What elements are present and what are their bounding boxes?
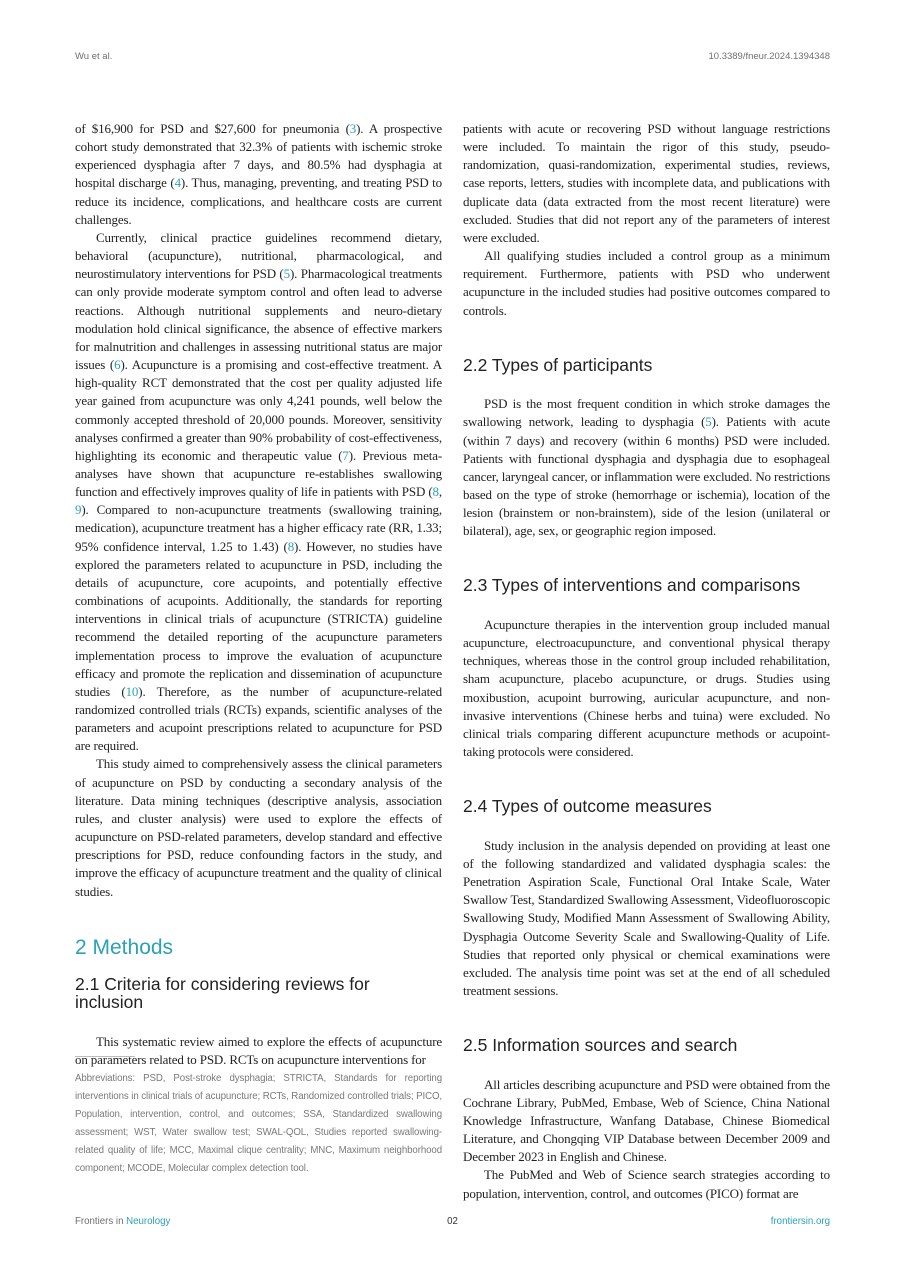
subsection-title: 2.5 Information sources and search [463, 1035, 738, 1056]
right-column [463, 120, 830, 1203]
paragraph: Study inclusion in the analysis depended on providing at least one of the following standardized and validated dysphagia scales: the Penetration Aspiration Scale, Functional Oral Intake Scale, Water Swallow Test, Standardized Swallowing Assessment, Videofluoroscopic Swallowing Study, Modified Mann Assessment of Swallowing Ability, Dysphagia Outcome Severity Scale and Swallowing-Quality of Life. Studies that reported only physical or chemical examinations were excluded. The analysis time point was set at the end of all scheduled treatment sessions. [463, 837, 830, 998]
paragraph: Currently, clinical practice guidelines recommend dietary, behavioral (acupuncture), nutritional, pharmacological, and neurostimulatory interventions for PSD (5). Pharmacological treatments can only provide moderate symptom control and often lead to adverse reactions. Although nutritional supplements and neuro-dietary modulation hold clinical significance, the absence of effective markers for malnutrition and challenges in assessing nutritional status are major issues (6). Acupuncture is a promising and cost-effective treatment. A high-quality RCT demonstrated that the cost per quality adjusted life year gained from acupuncture was only 4,241 pounds, well below the commonly accepted threshold of 20,000 pounds. Moreover, sensitivity analyses confirmed a greater than 90% probability of cost-effectiveness, highlighting its economic and therapeutic value (7). Previous meta-analyses have shown that acupuncture re-establishes swallowing function and effectively improves quality of life in patients with PSD (8, 9). Compared to non-acupuncture treatments (swallowing training, medication), acupuncture treatment has a higher efficacy rate (RR, 1.33; 95% confidence interval, 1.25 to 1.43) (8). However, no studies have explored the parameters related to acupuncture in PSD, including the details of acupuncture, core acupoints, and potentially effective combinations of acupoints. Additionally, the standards for reporting interventions in clinical trials of acupuncture (STRICTA) guideline recommend the detailed reporting of the acupuncture parameters implementation process to improve the evaluation of acupuncture efficacy and promote the replication and dissemination of acupuncture studies (10). Therefore, as the number of acupuncture-related randomized controlled trials (RCTs) expands, scientific analyses of the parameters and acupoint prescriptions related to acupuncture for PSD are required. [75, 229, 443, 754]
subsection-title: 2.2 Types of participants [463, 354, 653, 375]
citation-link[interactable]: 5 [283, 266, 290, 282]
citation-link[interactable]: 5 [705, 414, 712, 430]
page-number: 02 [447, 1216, 458, 1227]
paragraph: PSD is the most frequent condition in which stroke damages the swallowing network, leading to dysphagia (5). Patients with acute (within 7 days) and recovery (within 6 months) PSD were included. Patients with functional dysphagia and dysphagia due to esophageal cancer, laryngeal cancer, or inflammation were excluded. No restrictions based on the type of stroke (hemorrhage or ischemia), location of the lesion (brainstem or non-brainstem), side of the lesion (unilateral or bilateral), age, sex, or geographic region imposed. [463, 396, 830, 539]
site-link[interactable]: frontiersin.org [770, 1216, 830, 1227]
paragraph: The PubMed and Web of Science search strategies according to population, intervention, control, and outcomes (PICO) format are [463, 1167, 830, 1201]
page-footer [75, 1216, 830, 1230]
paragraph: All articles describing acupuncture and PSD were obtained from the Cochrane Library, PubMed, Embase, Web of Science, China National Knowledge Infrastructure, Wanfang Database, Chinese Biomedical Literature, and Chongqing VIP Database between December 2009 and December 2023 in English and Chinese. [463, 1076, 830, 1165]
paragraph: patients with acute or recovering PSD without language restrictions were included. To maintain the rigor of this study, pseudo-randomization, quasi-randomization, experimental studies, reviews, case reports, letters, studies with incomplete data, and publications with duplicate data (data extracted from the most recent literature) were excluded. Studies that did not report any of the parameters of interest were excluded. [463, 121, 830, 245]
abbreviations-footnote: Abbreviations: PSD, Post-stroke dysphagia; STRICTA, Standards for reporting interventions in clinical trials of acupuncture; RCTs, Randomized controlled trials; PICO, Population, intervention, control, and outcomes; SSA, Standardized swallowing assessment; WST, Water swallow test; SWAL-QOL, Studies reported swallowing-related quality of life; MCC, Maximal clique centrality; MNC, Maximum neighborhood component; MCODE, Molecular complex detection tool. [75, 1073, 442, 1175]
footer-journal: Frontiers in Neurology [75, 1216, 171, 1227]
journal-link[interactable]: Neurology [126, 1216, 171, 1227]
citation-link[interactable]: 3 [349, 121, 357, 136]
subsection-title: 2.4 Types of outcome measures [463, 796, 712, 817]
subsection-title: 2.1 Criteria for considering reviews for inclusion [75, 973, 370, 1013]
subsection-title: 2.3 Types of interventions and comparisons [463, 575, 801, 596]
running-header-doi: 10.3389/fneur.2024.1394348 [708, 51, 830, 62]
running-header-authors: Wu et al. [75, 51, 113, 62]
footnote-divider [75, 1056, 135, 1057]
running-header [75, 51, 830, 65]
paragraph: Acupuncture therapies in the intervention group included manual acupuncture, electroacupuncture, and conventional physical therapy techniques, whereas those in the control group included rehabilitation, sham acupuncture, placebo acupuncture, or drugs. Studies using moxibustion, acupoint burrowing, auricular acupuncture, and non-invasive interventions (Chinese herbs and tuina) were excluded. No clinical trials comparing different acupuncture methods or acupoint-taking protocols were considered. [463, 616, 830, 760]
citation-link[interactable]: 10 [125, 683, 139, 699]
citation-link[interactable]: 4 [174, 175, 181, 191]
paragraph: This systematic review aimed to explore the effects of acupuncture on parameters related to PSD. RCTs on acupuncture interventions for [75, 1033, 442, 1067]
paragraph: All qualifying studies included a control group as a minimum requirement. Furthermore, patients with PSD who underwent acupuncture in the included studies had positive outcomes compared to controls. [463, 248, 830, 318]
paragraph: This study aimed to comprehensively assess the clinical parameters of acupuncture on PSD by conducting a secondary analysis of the literature. Data mining techniques (descriptive analysis, association rules, and cluster analysis) were used to explore the effects of acupuncture on PSD-related parameters, develop standard and effective prescriptions for PSD, reduce confounding factors in the study, and improve the efficacy of acupuncture treatment and the quality of clinical studies. [75, 756, 442, 899]
citation-link[interactable]: 9 [75, 502, 82, 518]
section-title-methods: 2 Methods [75, 935, 174, 959]
citation-link[interactable]: 8 [432, 484, 439, 500]
paragraph: of $16,900 for PSD and $27,600 for pneumonia (3). A prospective cohort study demonstrated that 32.3% of patients with ischemic stroke experienced dysphagia after 7 days, and 80.5% had dysphagia at hospital discharge (4). Thus, managing, preventing, and treating PSD to reduce its incidence, complications, and healthcare costs are current challenges. [75, 121, 442, 227]
citation-link[interactable]: 8 [287, 538, 295, 554]
left-column [75, 120, 442, 1069]
citation-link[interactable]: 7 [342, 447, 349, 463]
citation-link[interactable]: 6 [114, 357, 121, 373]
